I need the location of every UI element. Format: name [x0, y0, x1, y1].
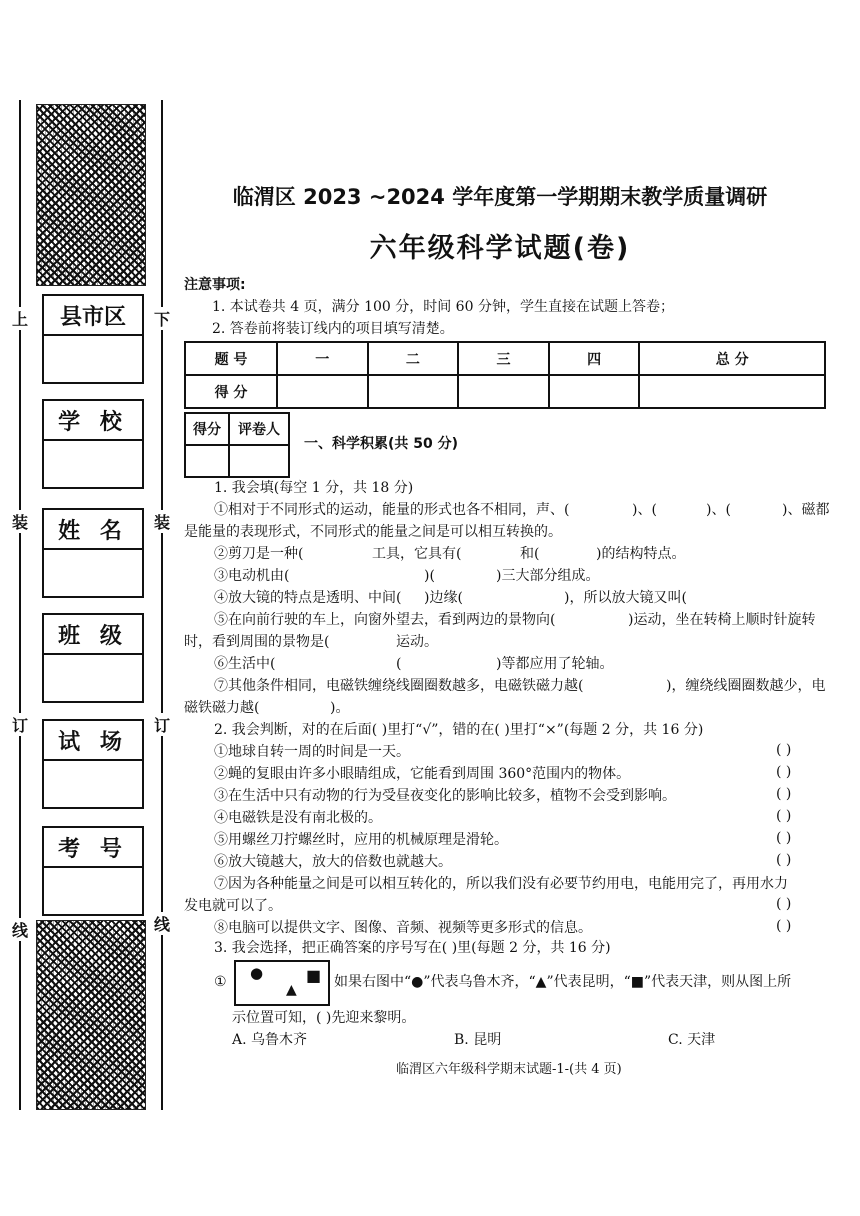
score-cell[interactable] [368, 375, 459, 408]
score-cell[interactable] [277, 375, 368, 408]
triangle-icon: ▲ [286, 982, 297, 998]
grader-table: 得分 评卷人 [184, 412, 290, 478]
judge-item: ⑥放大镜越大，放大的倍数也就越大。 [214, 854, 452, 870]
notice-heading: 注意事项: [184, 277, 246, 293]
score-cell[interactable] [639, 375, 825, 408]
top-marker-left: 上 [12, 307, 28, 330]
section-title: 一、科学积累(共 50 分) [304, 436, 459, 452]
q2-title: 2. 我会判断，对的在后面( )里打“√”，错的在( )里打“×”(每题 2 分，共 16 分) [214, 722, 704, 738]
notice-item: 2. 答卷前将装订线内的项目填写清楚。 [212, 321, 454, 337]
ding-marker-right: 订 [154, 713, 170, 736]
answer-paren[interactable]: ( ) [776, 808, 792, 824]
judge-item: ⑦因为各种能量之间是可以相互转化的，所以我们没有必要节约用电，电能用完了，再用水力 [214, 876, 788, 892]
page-footer: 临渭区六年级科学期末试题-1-(共 4 页) [396, 1062, 622, 1077]
xian-marker-left: 线 [12, 918, 28, 941]
field-exam-number[interactable]: 考 号 [42, 826, 144, 916]
exam-subtitle: 六年级科学试题(卷) [369, 233, 631, 264]
q3-text: 示位置可知，( )先迎来黎明。 [232, 1010, 416, 1026]
answer-paren[interactable]: ( ) [776, 764, 792, 780]
score-cell[interactable] [549, 375, 640, 408]
judge-item: ④电磁铁是没有南北极的。 [214, 810, 382, 826]
option-b[interactable]: B. 昆明 [454, 1032, 502, 1048]
zhuang-marker-left: 装 [12, 510, 28, 533]
ding-marker-left: 订 [12, 713, 28, 736]
score-cell[interactable] [458, 375, 549, 408]
exam-title: 临渭区 2023 ~2024 学年度第一学期期末教学质量调研 [232, 185, 768, 209]
judge-item: ①地球自转一周的时间是一天。 [214, 744, 410, 760]
field-class[interactable]: 班 级 [42, 613, 144, 703]
barcode-pattern-top [36, 104, 146, 286]
binding-line-right [161, 100, 163, 1110]
q3-number: ① [214, 974, 227, 990]
q1-line: ①相对于不同形式的运动，能量的形式也各不相同，声、( [214, 502, 570, 518]
option-c[interactable]: C. 天津 [668, 1032, 716, 1048]
bottom-marker-right: 下 [154, 307, 170, 330]
notice-item: 1. 本试卷共 4 页，满分 100 分，时间 60 分钟，学生直接在试题上答卷； [212, 299, 674, 315]
position-diagram [234, 960, 330, 1006]
grader-score-cell[interactable] [185, 445, 229, 477]
square-icon: ■ [306, 966, 322, 985]
answer-paren[interactable]: ( ) [776, 852, 792, 868]
answer-paren[interactable]: ( ) [776, 742, 792, 758]
option-a[interactable]: A. 乌鲁木齐 [232, 1032, 308, 1048]
barcode-pattern-bottom [36, 920, 146, 1110]
field-school[interactable]: 学 校 [42, 399, 144, 489]
judge-item: 发电就可以了。 [184, 898, 282, 914]
q1-title: 1. 我会填(每空 1 分，共 18 分) [214, 480, 414, 496]
field-name[interactable]: 姓 名 [42, 508, 144, 598]
q3-text: 如果右图中“●”代表乌鲁木齐，“▲”代表昆明，“■”代表天津，则从图上所 [334, 974, 792, 990]
judge-item: ②蝇的复眼由许多小眼睛组成，它能看到周围 360°范围内的物体。 [214, 766, 631, 782]
answer-paren[interactable]: ( ) [776, 896, 792, 912]
answer-paren[interactable]: ( ) [776, 786, 792, 802]
judge-item: ⑧电脑可以提供文字、图像、音频、视频等更多形式的信息。 [214, 920, 592, 936]
q3-title: 3. 我会选择，把正确答案的序号写在( )里(每题 2 分，共 16 分) [214, 940, 611, 956]
score-table: 题 号 一 二 三 四 总 分 得 分 [184, 341, 826, 409]
answer-paren[interactable]: ( ) [776, 830, 792, 846]
field-district[interactable]: 县市区 [42, 294, 144, 384]
answer-paren[interactable]: ( ) [776, 918, 792, 934]
judge-item: ③在生活中只有动物的行为受昼夜变化的影响比较多，植物不会受到影响。 [214, 788, 676, 804]
grader-reviewer-cell[interactable] [229, 445, 289, 477]
zhuang-marker-right: 装 [154, 510, 170, 533]
xian-marker-right: 线 [154, 912, 170, 935]
field-exam-room[interactable]: 试 场 [42, 719, 144, 809]
judge-item: ⑤用螺丝刀拧螺丝时，应用的机械原理是滑轮。 [214, 832, 508, 848]
circle-icon: ● [250, 964, 264, 982]
binding-line-left [19, 100, 21, 1110]
